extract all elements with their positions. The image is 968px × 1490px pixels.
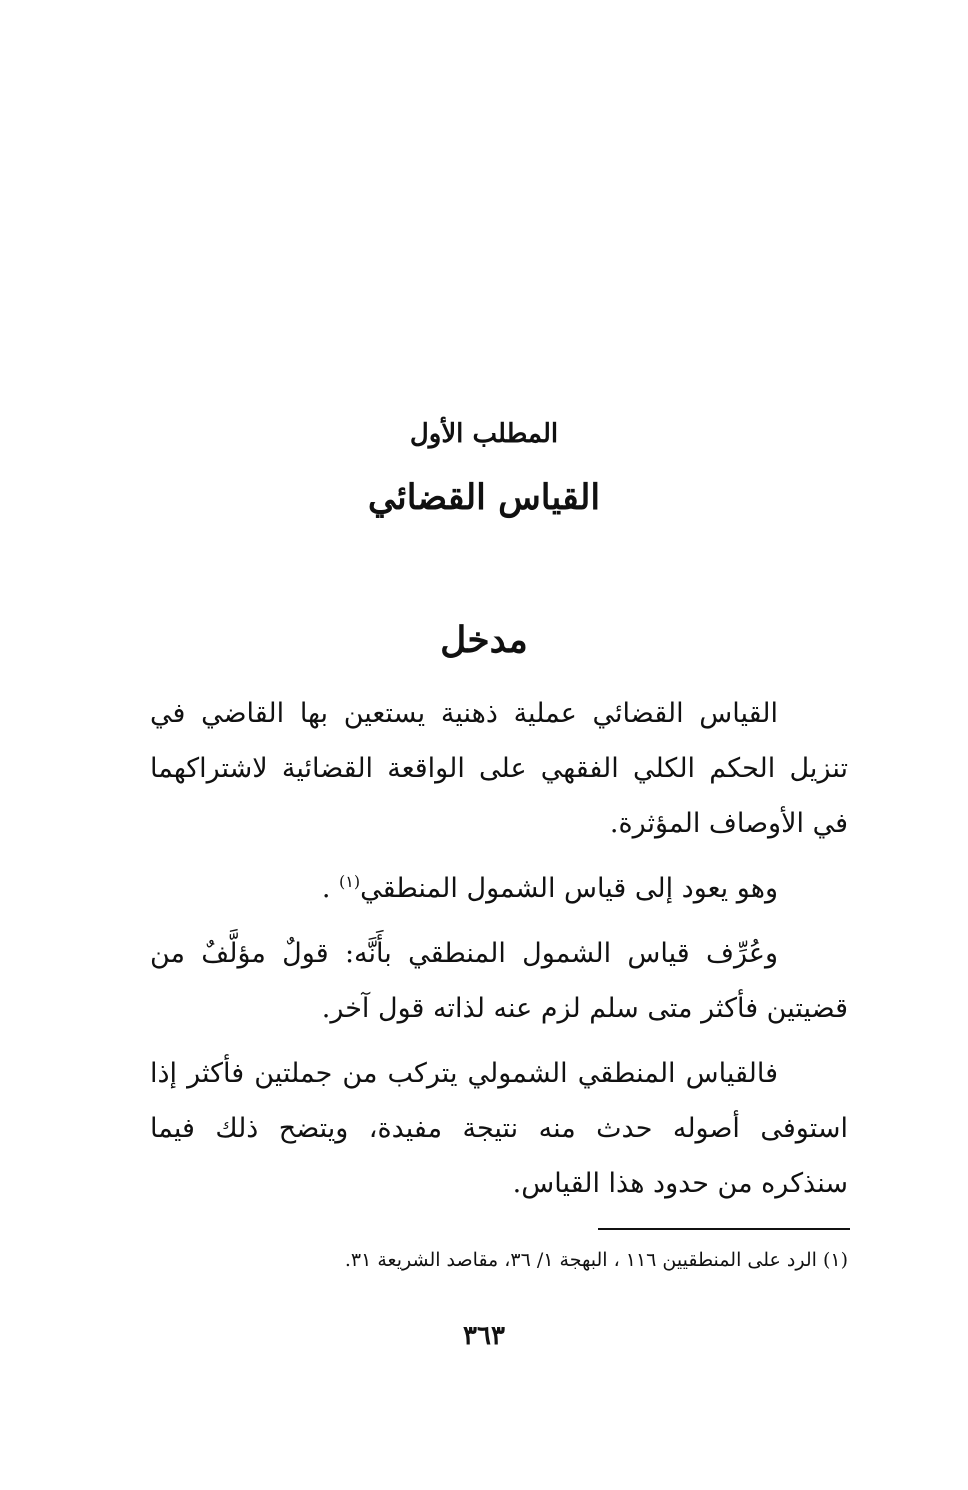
footnote: (١) الرد على المنطقيين ١١٦ ، البهجة ١/ ٣٦، مقاصد الشريعة ٣١. [344,1249,848,1271]
body-text [150,686,848,1221]
section-title: القياس القضائي [367,477,601,518]
section-label: المطلب الأول [409,419,559,449]
paragraph-origin-text: وهو يعود إلى قياس الشمول المنطقي [360,873,778,904]
paragraph-origin [150,861,848,916]
footnote-divider [598,1228,850,1230]
paragraph-syllogism-structure: فالقياس المنطقي الشمولي يتركب من جملتين فأكثر إذا استوفى أصوله حدث منه نتيجة مفيدة، ويتضح ذلك فيما سنذكره من حدود هذا القياس. [150,1058,848,1199]
paragraph-syllogism-definition: وعُرِّف قياس الشمول المنطقي بأَنَّه: قولٌ مؤلَّفٌ من قضيتين فأكثر متى سلم لزم عنه لذاته قول آخر. [150,938,848,1024]
footnote-reference: (١) [338,872,361,891]
intro-heading: مدخل [440,619,528,661]
paragraph-definition: القياس القضائي عملية ذهنية يستعين بها القاضي في تنزيل الحكم الكلي الفقهي على الواقعة القضائية لاشتراكهما في الأوصاف المؤثرة. [150,698,848,839]
paragraph-origin-end: . [321,873,339,904]
page-number: ٣٦٣ [463,1321,505,1351]
